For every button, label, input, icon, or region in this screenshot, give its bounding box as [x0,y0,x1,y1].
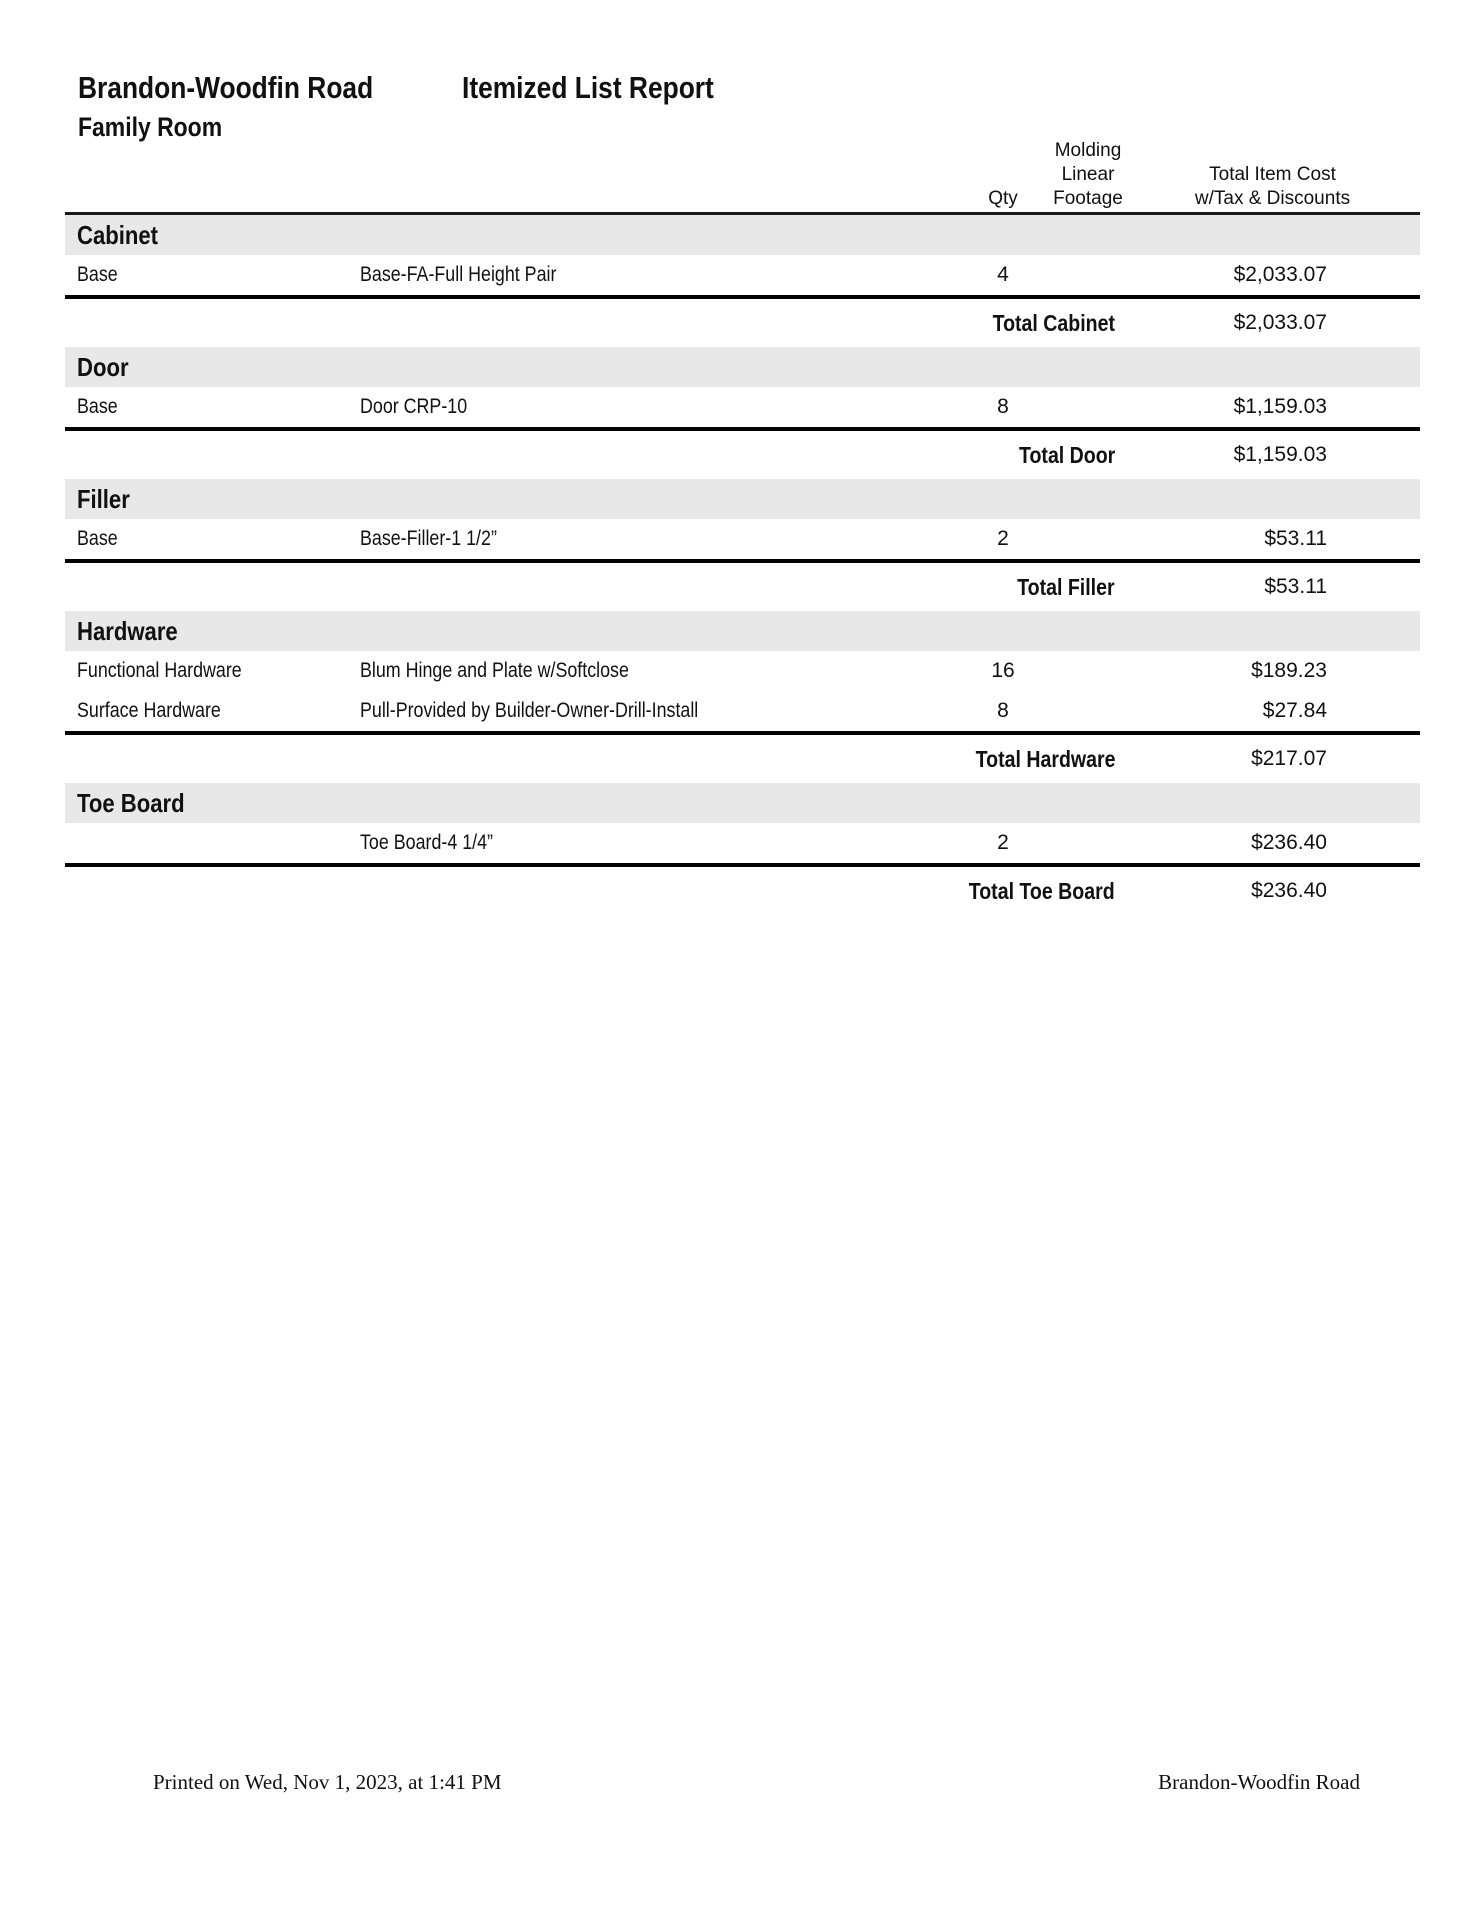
item-cost-cell: $236.40 [1251,831,1327,854]
item-desc-cell: Blum Hinge and Plate w/Softclose [360,659,629,682]
item-cost-cell: $27.84 [1262,699,1327,722]
section-total-value: $217.07 [1251,747,1327,770]
table-row [65,691,1420,731]
item-cost-cell: $53.11 [1264,527,1327,550]
item-qty-cell: 2 [997,831,1009,854]
section-total-row [65,431,1420,479]
section-total-row [65,299,1420,347]
item-qty-cell: 8 [997,699,1009,722]
section-header-cabinet: Cabinet [65,215,1420,255]
footer-project-name: Brandon-Woodfin Road [1158,1770,1360,1794]
table-row [65,823,1420,863]
section-header-door: Door [65,347,1420,387]
report-header [0,70,1484,110]
section-header-toe-board: Toe Board [65,783,1420,823]
table-row [65,255,1420,295]
item-qty-cell: 2 [997,527,1009,550]
item-cost-cell: $2,033.07 [1233,263,1327,286]
item-desc-cell: Toe Board-4 1/4” [360,831,493,854]
item-qty-cell: 8 [997,395,1009,418]
item-desc-cell: Door CRP-10 [360,395,468,418]
item-type-cell: Surface Hardware [77,699,221,722]
table-row [65,519,1420,559]
project-title: Brandon-Woodfin Road [78,70,374,105]
item-desc-cell: Base-Filler-1 1/2” [360,527,497,550]
section-total-value: $53.11 [1264,575,1327,598]
table-row [65,387,1420,427]
item-type-cell [65,831,360,855]
item-cost-cell: $189.23 [1251,659,1327,682]
item-cost-cell: $1,159.03 [1233,395,1327,418]
column-header-qty: Qty [988,188,1018,209]
room-title: Family Room [78,112,223,142]
section-total-value: $236.40 [1251,879,1327,902]
section-total-label: Total Hardware [975,745,1115,772]
item-type-cell: Base [77,263,118,286]
section-total-label: Total Filler [1017,573,1115,600]
footer-printed-timestamp: Printed on Wed, Nov 1, 2023, at 1:41 PM [153,1770,502,1794]
section-header-filler: Filler [65,479,1420,519]
item-type-cell: Base [77,395,118,418]
item-type-cell: Base [77,527,118,550]
section-total-label: Total Cabinet [992,309,1115,336]
item-qty-cell: 16 [991,659,1015,682]
item-desc-cell: Pull-Provided by Builder-Owner-Drill-Install [360,699,699,722]
itemized-table [65,212,1420,915]
section-header-hardware: Hardware [65,611,1420,651]
column-header-total-item-cost: Total Item Cost w/Tax & Discounts [1194,164,1351,209]
item-type-cell: Functional Hardware [77,659,242,682]
table-row [65,651,1420,691]
section-total-row [65,563,1420,611]
section-total-row [65,867,1420,915]
report-title: Itemized List Report [462,70,714,105]
section-total-label: Total Door [1018,441,1115,468]
section-total-row [65,735,1420,783]
item-desc-cell: Base-FA-Full Height Pair [360,263,557,286]
section-total-value: $1,159.03 [1233,443,1327,466]
section-total-value: $2,033.07 [1233,311,1327,334]
item-qty-cell: 4 [997,263,1009,286]
section-total-label: Total Toe Board [969,877,1115,904]
column-header-molding-linear-footage: Molding Linear Footage [1053,140,1123,209]
